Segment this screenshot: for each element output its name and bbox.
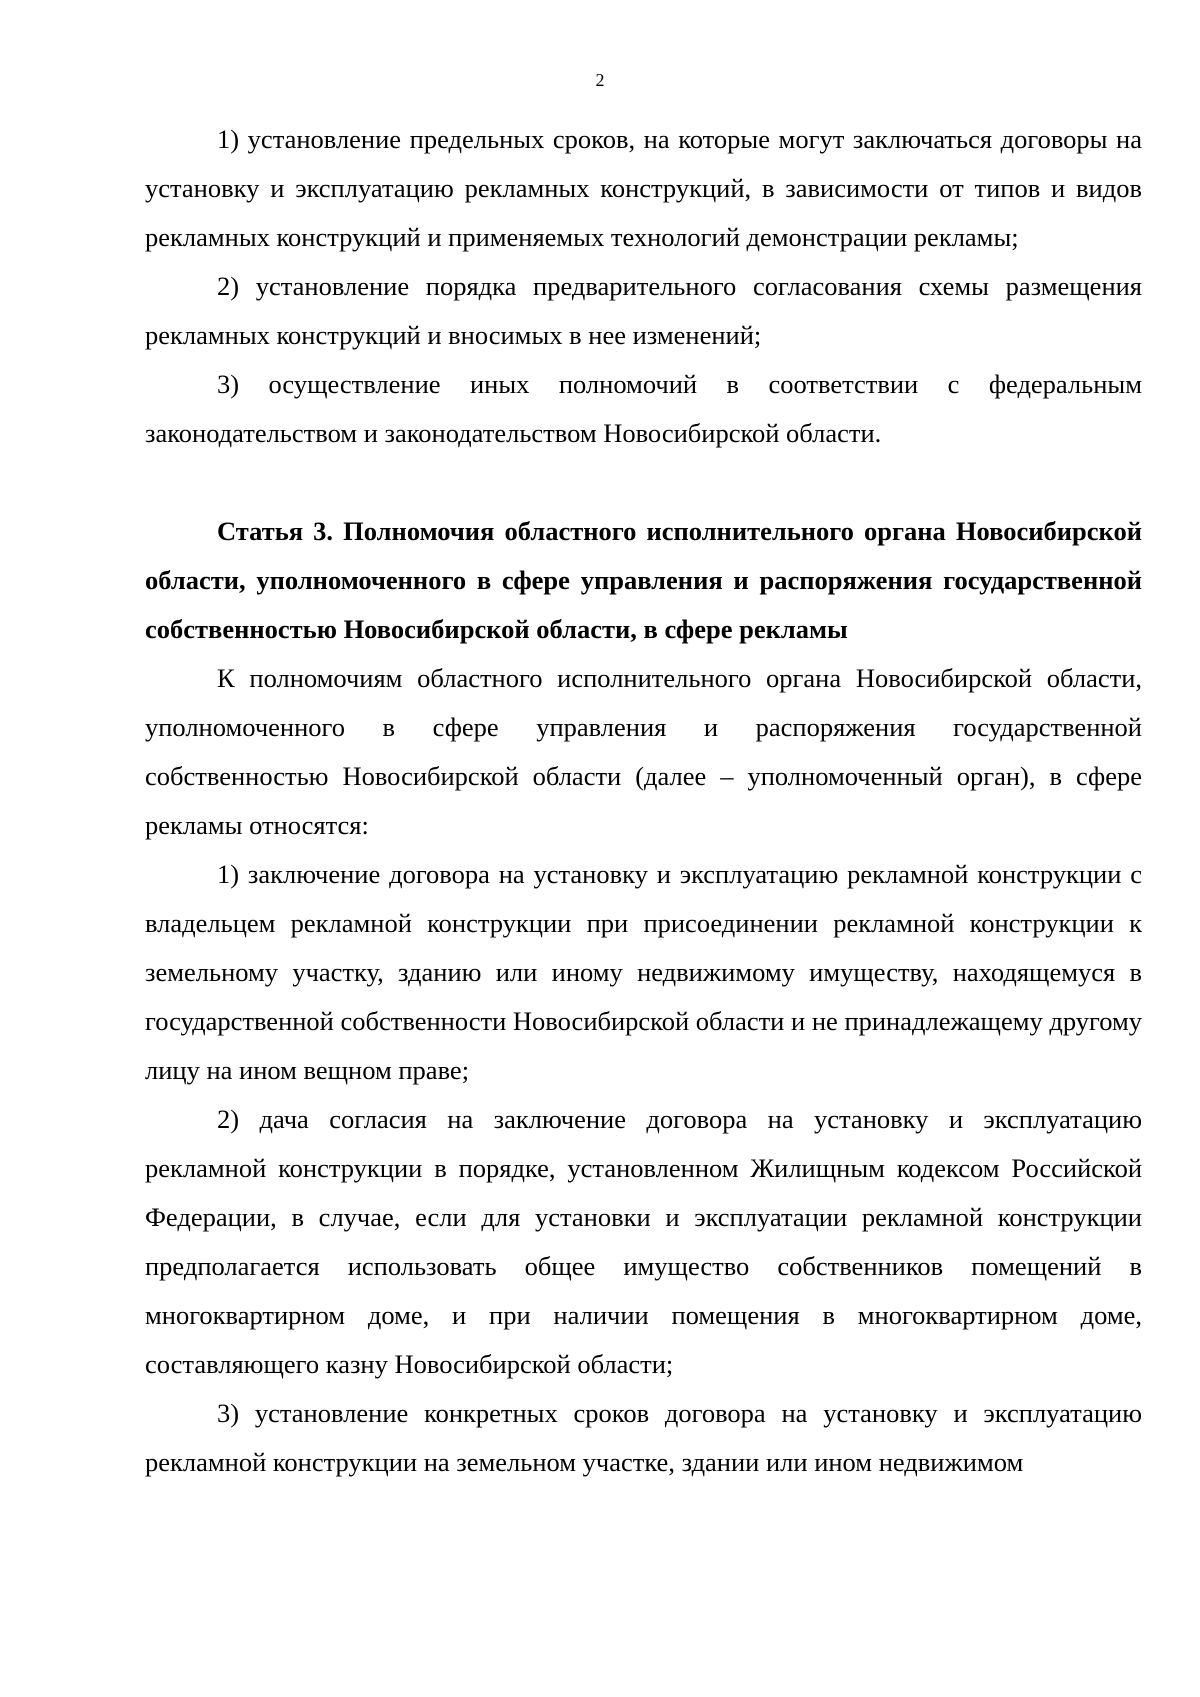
list-item: 2) дача согласия на заключение договора на установку и эксплуатацию рекламной конструкции в порядке, установленном Жилищным кодексом Российской Федерации, в случае, если для установки и эксплуатации рекламной конструкции предполагается использовать общее имущество собственников помещений в многоквартирном доме, и при наличии помещения в многоквартирном доме, составляющего казну Новосибирской области; xyxy=(145,1104,1142,1379)
list-item: 3) осуществление иных полномочий в соответствии с федеральным законодательством и законодательством Новосибирской области. xyxy=(145,369,1142,448)
article-intro: К полномочиям областного исполнительного органа Новосибирской области, уполномоченного в сфере управления и распоряжения государственной собственностью Новосибирской области (далее – уполномоченный орган), в сфере рекламы относятся: xyxy=(145,663,1142,840)
list-item: 2) установление порядка предварительного согласования схемы размещения рекламных конструкций и вносимых в нее изменений; xyxy=(145,271,1142,350)
article-heading: Статья 3. Полномочия областного исполнительного органа Новосибирской области, уполномоченного в сфере управления и распоряжения государственной собственностью Новосибирской области, в сфере рекламы xyxy=(145,516,1142,644)
page-number: 2 xyxy=(595,70,605,90)
document-body xyxy=(145,115,1142,1487)
list-item: 1) заключение договора на установку и эксплуатацию рекламной конструкции с владельцем рекламной конструкции при присоединении рекламной конструкции к земельному участку, зданию или иному недвижимому имуществу, находящемуся в государственной собственности Новосибирской области и не принадлежащему другому лицу на ином вещном праве; xyxy=(145,859,1142,1085)
list-item: 1) установление предельных сроков, на которые могут заключаться договоры на установку и эксплуатацию рекламных конструкций, в зависимости от типов и видов рекламных конструкций и применяемых технологий демонстрации рекламы; xyxy=(145,124,1142,252)
list-item: 3) установление конкретных сроков договора на установку и эксплуатацию рекламной конструкции на земельном участке, здании или ином недвижимом xyxy=(145,1398,1142,1477)
